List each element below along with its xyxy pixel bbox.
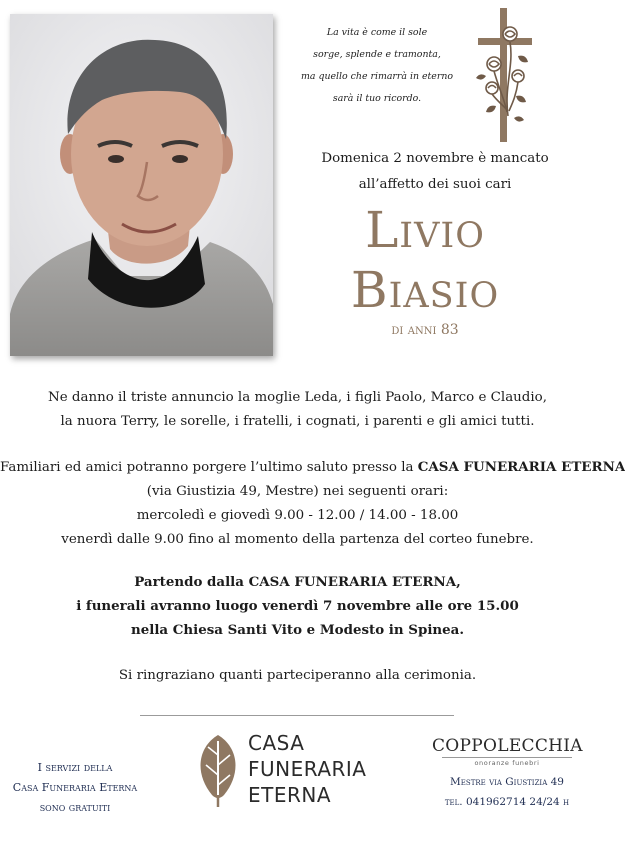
- coppolecchia-logo: [432, 736, 582, 767]
- funeral-details: [0, 570, 595, 642]
- funeral-line: Partendo dalla CASA FUNERARIA ETERNA,: [134, 574, 461, 590]
- coppolecchia-contact: [432, 772, 582, 812]
- deceased-last-name: Biasio: [350, 261, 500, 319]
- deceased-first-name: Livio: [365, 201, 485, 259]
- logo-line: FUNERARIA: [248, 757, 367, 781]
- free-services-note: [6, 758, 144, 818]
- deceased-age: di anni 83: [391, 322, 459, 338]
- death-notice-intro: [300, 146, 570, 198]
- funeral-line: nella Chiesa Santi Vito e Modesto in Spinea.: [130, 622, 464, 638]
- announcement-line: Ne danno il triste annuncio la moglie Leda, i figli Paolo, Marco e Claudio,: [48, 390, 547, 405]
- poem-line: ma quello che rimarrà in eterno: [300, 71, 454, 82]
- coppolecchia-name: COPPOLECCHIA: [432, 736, 583, 756]
- intro-line: Domenica 2 novembre è mancato: [321, 151, 549, 166]
- casa-funeraria-logo-text: [248, 730, 366, 808]
- visitation-place: CASA FUNERARIA ETERNA: [417, 459, 625, 475]
- poem-line: La vita è come il sole: [326, 27, 428, 38]
- visitation-prefix: Familiari ed amici potranno porgere l’ultimo saluto presso la: [0, 460, 418, 475]
- family-announcement: [0, 386, 595, 434]
- services-line: I servizi della: [37, 761, 113, 774]
- thanks-note: Si ringraziano quanti parteciperanno alla cerimonia.: [118, 668, 477, 683]
- services-line: Casa Funeraria Eterna: [12, 781, 138, 794]
- visitation-line: mercoledì e giovedì 9.00 - 12.00 / 14.00 - 18.00: [136, 508, 459, 523]
- deceased-portrait: [10, 14, 273, 356]
- announcement-line: la nuora Terry, le sorelle, i fratelli, i cognati, i parenti e gli amici tutti.: [60, 414, 535, 429]
- coppolecchia-address: Mestre via Giustizia 49: [450, 776, 564, 788]
- leaf-logo-icon: [194, 733, 242, 809]
- services-line: sono gratuiti: [39, 801, 111, 814]
- memorial-poem: [298, 22, 456, 110]
- cross-with-roses-icon: [474, 6, 536, 144]
- poem-line: sorge, splende e tramonta,: [313, 49, 441, 60]
- funeral-line: i funerali avranno luogo venerdì 7 novembre alle ore 15.00: [76, 598, 519, 614]
- footer-divider: [140, 715, 454, 716]
- visitation-line: venerdì dalle 9.00 fino al momento della partenza del corteo funebre.: [61, 532, 534, 547]
- visitation-line: [0, 455, 625, 480]
- coppolecchia-tagline: onoranze funebri: [442, 757, 572, 767]
- intro-line: all’affetto dei suoi cari: [358, 177, 512, 192]
- visitation-details: [0, 455, 625, 552]
- logo-line: ETERNA: [248, 783, 332, 807]
- poem-line: sarà il tuo ricordo.: [332, 93, 422, 104]
- logo-line: CASA: [248, 731, 305, 755]
- visitation-line: (via Giustizia 49, Mestre) nei seguenti orari:: [146, 484, 449, 499]
- coppolecchia-phone: tel. 041962714 24/24 h: [444, 796, 570, 808]
